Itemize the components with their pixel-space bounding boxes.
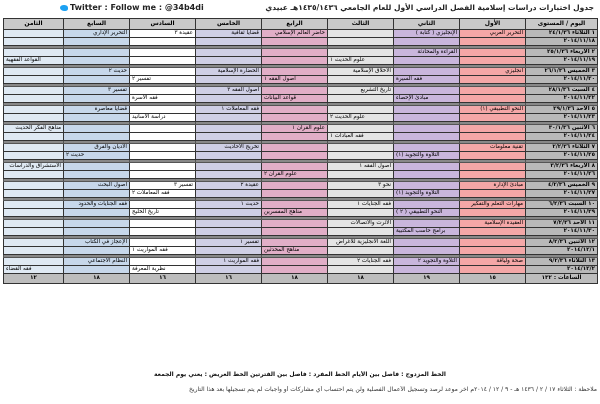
day-cell: ٢٠١٤/١١/٢٠ bbox=[526, 76, 598, 84]
course-cell: تخريج الأحاديث bbox=[196, 144, 262, 152]
course-cell: حديث ٢ bbox=[64, 152, 130, 160]
course-cell bbox=[64, 163, 130, 171]
course-cell: الأديان والفرق bbox=[64, 144, 130, 152]
day-cell: ٢٠١٤/١١/٢٧ bbox=[526, 190, 598, 198]
header-row bbox=[4, 19, 598, 30]
course-cell bbox=[394, 68, 460, 76]
header-level-5: الخامس bbox=[196, 19, 262, 30]
course-cell bbox=[262, 106, 328, 114]
course-cell: فقه العبادات ١ bbox=[328, 133, 394, 141]
course-cell bbox=[328, 152, 394, 160]
course-cell bbox=[64, 125, 130, 133]
course-cell: نحو ٣ bbox=[328, 182, 394, 190]
course-cell bbox=[328, 209, 394, 217]
course-cell: التحرير العربي bbox=[460, 30, 526, 38]
course-cell: حاضر العالم الإسلامي bbox=[262, 30, 328, 38]
course-cell bbox=[196, 171, 262, 179]
course-cell: فقه الأسرة bbox=[130, 95, 196, 103]
course-cell: عقيدة ٢ bbox=[196, 182, 262, 190]
course-cell bbox=[460, 239, 526, 247]
course-cell bbox=[262, 152, 328, 160]
table-row bbox=[4, 68, 598, 76]
day-cell: ٢٠١٤/١١/١٩ bbox=[526, 57, 598, 65]
course-cell: تفسير ٣ bbox=[64, 87, 130, 95]
course-cell bbox=[460, 171, 526, 179]
course-cell bbox=[130, 57, 196, 65]
course-cell bbox=[262, 163, 328, 171]
course-cell bbox=[130, 133, 196, 141]
course-cell: القواعد الفقهية bbox=[4, 57, 64, 65]
course-cell bbox=[394, 57, 460, 65]
course-cell bbox=[64, 190, 130, 198]
day-cell: ٢٠١٤/١١/٣٠ bbox=[526, 228, 598, 236]
table-row bbox=[4, 220, 598, 228]
course-cell bbox=[196, 190, 262, 198]
course-cell: انجليزي bbox=[460, 68, 526, 76]
course-cell bbox=[328, 125, 394, 133]
day-cell: ١١ الأحد ٧/٢/٣٦ bbox=[526, 220, 598, 228]
course-cell bbox=[196, 95, 262, 103]
day-cell: ٩ الخميس ٤/٢/٣٦ bbox=[526, 182, 598, 190]
course-cell: عقيدة ٣ bbox=[130, 30, 196, 38]
course-cell bbox=[394, 182, 460, 190]
course-cell bbox=[262, 239, 328, 247]
course-cell bbox=[196, 209, 262, 217]
title-bar bbox=[0, 2, 600, 16]
course-cell: فقه المواريث ١ bbox=[130, 247, 196, 255]
twitter-bird-icon bbox=[60, 5, 68, 11]
course-cell bbox=[394, 114, 460, 122]
total-hours-cell: ١٢ bbox=[4, 274, 64, 284]
course-cell: أصول الفقه ٣ bbox=[196, 87, 262, 95]
course-cell bbox=[262, 114, 328, 122]
day-cell: ١ الثلاثاء ٢٤/١/٣٦ bbox=[526, 30, 598, 38]
course-cell bbox=[4, 228, 64, 236]
day-cell: ٢ الأربعاء ٢٥/١/٣٦ bbox=[526, 49, 598, 57]
course-cell bbox=[196, 247, 262, 255]
header-level-7: السابع bbox=[64, 19, 130, 30]
table-row bbox=[4, 144, 598, 152]
total-hours-cell: ١٨ bbox=[328, 274, 394, 284]
course-cell bbox=[64, 247, 130, 255]
twitter-text: Twitter : Follow me : @34b4di bbox=[70, 3, 204, 12]
total-hours-cell: ١٨ bbox=[262, 274, 328, 284]
header-level-6: السادس bbox=[130, 19, 196, 30]
course-cell bbox=[130, 106, 196, 114]
course-cell bbox=[328, 266, 394, 274]
course-cell bbox=[4, 76, 64, 84]
course-cell bbox=[64, 266, 130, 274]
course-cell bbox=[328, 106, 394, 114]
course-cell bbox=[4, 152, 64, 160]
course-cell bbox=[64, 133, 130, 141]
note-text: ملاحظة : الثلاثاء ١٧ / ٢ / ١٤٣٦ هـ - ٩ / ١٢ / ٢٠١٤م آخر موعد لرصد وتسجيل الأعمال الفصلية ولن يتم احتساب أي مشاركات أو واجبات لم يتم تسجيلها بعد هذا التاريخ bbox=[189, 386, 597, 393]
course-cell bbox=[394, 144, 460, 152]
course-cell bbox=[328, 190, 394, 198]
table-row bbox=[4, 247, 598, 255]
course-cell bbox=[196, 163, 262, 171]
table-row bbox=[4, 49, 598, 57]
course-cell bbox=[4, 68, 64, 76]
course-cell bbox=[196, 228, 262, 236]
course-cell bbox=[130, 49, 196, 57]
course-cell: قضايا معاصرة bbox=[64, 106, 130, 114]
totals-label: الساعات : ١٣٢ bbox=[526, 274, 598, 284]
course-cell bbox=[394, 266, 460, 274]
course-cell bbox=[130, 38, 196, 46]
day-cell: ٢٠١٤/١٢/١ bbox=[526, 247, 598, 255]
course-cell: دراسة الأسانيد bbox=[130, 114, 196, 122]
course-cell: تفسير ٢ bbox=[130, 76, 196, 84]
course-cell bbox=[328, 30, 394, 38]
course-cell bbox=[130, 163, 196, 171]
course-cell: علوم القرآن ٢ bbox=[262, 171, 328, 179]
course-cell: تفسير ١ bbox=[196, 239, 262, 247]
course-cell: النظام الاجتماعي bbox=[64, 258, 130, 266]
course-cell: الأخلاق الإسلامية bbox=[328, 68, 394, 76]
course-cell bbox=[262, 190, 328, 198]
course-cell: الآثرت والاتصالات bbox=[328, 220, 394, 228]
course-cell: قواعد البيانات bbox=[262, 95, 328, 103]
course-cell: أصول الفقه ١ bbox=[328, 163, 394, 171]
course-cell: تاريخ التشريع bbox=[328, 87, 394, 95]
course-cell bbox=[130, 125, 196, 133]
course-cell: فقه المواريث ١ bbox=[196, 258, 262, 266]
course-cell bbox=[130, 87, 196, 95]
course-cell bbox=[262, 87, 328, 95]
course-cell bbox=[4, 190, 64, 198]
course-cell: تاريخ الخليج bbox=[130, 209, 196, 217]
course-cell bbox=[4, 171, 64, 179]
table-row bbox=[4, 152, 598, 160]
course-cell bbox=[130, 171, 196, 179]
table-row bbox=[4, 114, 598, 122]
course-cell: التلاوة والتجويد (١) bbox=[394, 190, 460, 198]
day-cell: ١٣ الثلاثاء ٩/٢/٣٦ bbox=[526, 258, 598, 266]
table-row bbox=[4, 57, 598, 65]
day-cell: ٢٠١٤/١١/٢٣ bbox=[526, 114, 598, 122]
total-hours-cell: ١٨ bbox=[64, 274, 130, 284]
header-level-4: الرابع bbox=[262, 19, 328, 30]
course-cell bbox=[460, 163, 526, 171]
day-cell: ١٠ السبت ٦/٢/٣٦ bbox=[526, 201, 598, 209]
course-cell: أصول الفقه ١ bbox=[262, 76, 328, 84]
course-cell bbox=[262, 228, 328, 236]
table-row bbox=[4, 125, 598, 133]
course-cell bbox=[262, 144, 328, 152]
table-row bbox=[4, 228, 598, 236]
course-cell: التلاوة والتجويد ٢ bbox=[394, 258, 460, 266]
course-cell bbox=[64, 209, 130, 217]
course-cell bbox=[460, 76, 526, 84]
course-cell bbox=[460, 209, 526, 217]
course-cell bbox=[4, 38, 64, 46]
table-row bbox=[4, 171, 598, 179]
table-row bbox=[4, 38, 598, 46]
course-cell bbox=[460, 87, 526, 95]
course-cell: النحو التطبيقي ( ٢ ) bbox=[394, 209, 460, 217]
course-cell: التلاوة والتجويد (١) bbox=[394, 152, 460, 160]
course-cell bbox=[328, 247, 394, 255]
course-cell: مبادئ الإدارة bbox=[460, 182, 526, 190]
course-cell: صحة ولياقة bbox=[460, 258, 526, 266]
course-cell: حديث ١ bbox=[196, 201, 262, 209]
course-cell bbox=[460, 38, 526, 46]
course-cell bbox=[262, 182, 328, 190]
course-cell bbox=[130, 258, 196, 266]
course-cell bbox=[262, 49, 328, 57]
course-cell bbox=[394, 163, 460, 171]
course-cell bbox=[4, 247, 64, 255]
course-cell bbox=[394, 171, 460, 179]
course-cell bbox=[4, 95, 64, 103]
table-row bbox=[4, 133, 598, 141]
course-cell bbox=[130, 228, 196, 236]
course-cell: القراءة والمحادثة bbox=[394, 49, 460, 57]
course-cell bbox=[262, 220, 328, 228]
course-cell bbox=[394, 247, 460, 255]
course-cell: العقيدة الإسلامية bbox=[460, 220, 526, 228]
course-cell: مهارات التعلم والتفكير bbox=[460, 201, 526, 209]
course-cell: قضايا ثقافية bbox=[196, 30, 262, 38]
course-cell: التحرير الإداري bbox=[64, 30, 130, 38]
course-cell bbox=[196, 152, 262, 160]
day-cell: ٢٠١٤/١١/٢٩ bbox=[526, 209, 598, 217]
course-cell bbox=[196, 114, 262, 122]
day-cell: ١٢ الاثنين ٨/٢/٣٦ bbox=[526, 239, 598, 247]
total-hours-cell: ١٦ bbox=[130, 274, 196, 284]
course-cell bbox=[64, 114, 130, 122]
day-cell: ٤ السبت ٢٨/١/٣٦ bbox=[526, 87, 598, 95]
course-cell bbox=[460, 95, 526, 103]
course-cell bbox=[394, 87, 460, 95]
course-cell: فقه السيرة bbox=[394, 76, 460, 84]
course-cell bbox=[394, 201, 460, 209]
course-cell: اللغة الانجليزية للأغراض bbox=[328, 239, 394, 247]
header-level-1: الأول bbox=[460, 19, 526, 30]
course-cell: النحو التطبيقي (١) bbox=[460, 106, 526, 114]
course-cell bbox=[262, 258, 328, 266]
course-cell: الإنجليزي ( كتابة ) bbox=[394, 30, 460, 38]
table-row bbox=[4, 76, 598, 84]
course-cell bbox=[4, 258, 64, 266]
course-cell bbox=[262, 133, 328, 141]
day-cell: ٢٠١٤/١١/٢٢ bbox=[526, 95, 598, 103]
course-cell: حديث ٢ bbox=[64, 68, 130, 76]
course-cell: فقه الجنايات والحدود bbox=[64, 201, 130, 209]
course-cell bbox=[328, 95, 394, 103]
total-hours-cell: ١٦ bbox=[196, 274, 262, 284]
course-cell bbox=[130, 239, 196, 247]
course-cell bbox=[394, 133, 460, 141]
course-cell: فقه الجنايات ٢ bbox=[328, 258, 394, 266]
header-level-8: الثامن bbox=[4, 19, 64, 30]
course-cell: فقه المعاملات ١ bbox=[196, 106, 262, 114]
course-cell bbox=[394, 125, 460, 133]
course-cell: الاستشراق والدراسات bbox=[4, 163, 64, 171]
totals-row bbox=[4, 274, 598, 284]
day-cell: ٨ الأربعاء ٣/٢/٣٦ bbox=[526, 163, 598, 171]
course-cell bbox=[64, 76, 130, 84]
course-cell: الحضارة الإسلامية bbox=[196, 68, 262, 76]
course-cell bbox=[4, 144, 64, 152]
course-cell bbox=[262, 201, 328, 209]
course-cell: مبادئ الإحصاء bbox=[394, 95, 460, 103]
course-cell bbox=[64, 49, 130, 57]
course-cell bbox=[460, 49, 526, 57]
total-hours-cell: ١٥ bbox=[460, 274, 526, 284]
day-cell: ٢٠١٤/١١/٢٥ bbox=[526, 152, 598, 160]
course-cell bbox=[64, 171, 130, 179]
course-cell: تقنية معلومات bbox=[460, 144, 526, 152]
course-cell bbox=[328, 38, 394, 46]
day-cell: ٣ الخميس ٢٦/١/٣٦ bbox=[526, 68, 598, 76]
course-cell bbox=[460, 57, 526, 65]
course-cell bbox=[394, 220, 460, 228]
table-row bbox=[4, 266, 598, 274]
course-cell bbox=[64, 228, 130, 236]
course-cell: فقه القضاء bbox=[4, 266, 64, 274]
course-cell: برامج حاسب المكتبية bbox=[394, 228, 460, 236]
course-cell bbox=[394, 38, 460, 46]
course-cell bbox=[460, 133, 526, 141]
course-cell: علوم الحديث ٢ bbox=[328, 114, 394, 122]
table-row bbox=[4, 239, 598, 247]
course-cell bbox=[328, 49, 394, 57]
course-cell: تفسير ٣ bbox=[130, 182, 196, 190]
header-level-3: الثالث bbox=[328, 19, 394, 30]
day-cell: ٢٠١٤/١٢/٢ bbox=[526, 266, 598, 274]
day-cell: ٥ الأحد ٢٩/١/٣٦ bbox=[526, 106, 598, 114]
course-cell bbox=[262, 57, 328, 65]
course-cell bbox=[328, 144, 394, 152]
table-row bbox=[4, 163, 598, 171]
course-cell bbox=[4, 30, 64, 38]
course-cell bbox=[64, 220, 130, 228]
course-cell bbox=[4, 239, 64, 247]
course-cell bbox=[328, 76, 394, 84]
course-cell: أصول البحث bbox=[64, 182, 130, 190]
table-row bbox=[4, 106, 598, 114]
course-cell bbox=[130, 220, 196, 228]
course-cell bbox=[130, 144, 196, 152]
day-cell: ٢٠١٤/١١/١٨ bbox=[526, 38, 598, 46]
course-cell bbox=[196, 133, 262, 141]
course-cell bbox=[394, 106, 460, 114]
course-cell bbox=[460, 190, 526, 198]
twitter-handle bbox=[60, 3, 204, 12]
course-cell bbox=[4, 182, 64, 190]
course-cell: فقه الجنايات ١ bbox=[328, 201, 394, 209]
course-cell bbox=[4, 87, 64, 95]
course-cell bbox=[262, 266, 328, 274]
course-cell bbox=[4, 209, 64, 217]
table-row bbox=[4, 30, 598, 38]
course-cell bbox=[460, 114, 526, 122]
course-cell bbox=[196, 49, 262, 57]
course-cell: علوم القرآن ١ bbox=[262, 125, 328, 133]
course-cell bbox=[4, 220, 64, 228]
course-cell bbox=[196, 266, 262, 274]
course-cell bbox=[196, 76, 262, 84]
course-cell bbox=[64, 57, 130, 65]
course-cell: فقه المعاملات ٢ bbox=[130, 190, 196, 198]
course-cell: نظرية المعرفة bbox=[130, 266, 196, 274]
course-cell bbox=[130, 68, 196, 76]
table-row bbox=[4, 190, 598, 198]
course-cell bbox=[4, 133, 64, 141]
header-level-2: الثاني bbox=[394, 19, 460, 30]
legend-text: الخط المزدوج : فاصل بين الأيام الخط المفرد : فاصل بين الفترتين الخط العريض : يعني يوم الجمعة bbox=[154, 371, 446, 378]
course-cell bbox=[328, 228, 394, 236]
course-cell: مناهج المفسرين bbox=[262, 209, 328, 217]
course-cell bbox=[460, 125, 526, 133]
day-cell: ٢٠١٤/١١/٢٤ bbox=[526, 133, 598, 141]
course-cell: علوم الحديث ١ bbox=[328, 57, 394, 65]
course-cell bbox=[460, 152, 526, 160]
day-cell: ٦ الاثنين ٣٠/١/٣٦ bbox=[526, 125, 598, 133]
course-cell bbox=[460, 228, 526, 236]
course-cell bbox=[196, 38, 262, 46]
course-cell bbox=[196, 125, 262, 133]
course-cell bbox=[64, 38, 130, 46]
table-row bbox=[4, 209, 598, 217]
course-cell bbox=[328, 171, 394, 179]
table-row bbox=[4, 201, 598, 209]
course-cell bbox=[460, 247, 526, 255]
course-cell bbox=[64, 95, 130, 103]
course-cell: مناهج المحدثين bbox=[262, 247, 328, 255]
day-cell: ٢٠١٤/١١/٢٦ bbox=[526, 171, 598, 179]
course-cell bbox=[130, 152, 196, 160]
course-cell bbox=[4, 106, 64, 114]
course-cell bbox=[460, 266, 526, 274]
total-hours-cell: ١٩ bbox=[394, 274, 460, 284]
course-cell bbox=[196, 57, 262, 65]
course-cell bbox=[262, 38, 328, 46]
course-cell bbox=[4, 201, 64, 209]
exam-schedule-table bbox=[3, 18, 598, 284]
course-cell bbox=[4, 49, 64, 57]
course-cell bbox=[262, 68, 328, 76]
table-row bbox=[4, 258, 598, 266]
page-title: جدول اختبارات دراسات إسلامية الفصل الدراسي الأول للعام الجامعي ١٤٣٥/١٤٣٦هـ عبيدي bbox=[265, 3, 594, 12]
table-row bbox=[4, 182, 598, 190]
table-row bbox=[4, 87, 598, 95]
header-day: اليوم / المستوى bbox=[526, 19, 598, 30]
table-row bbox=[4, 95, 598, 103]
course-cell bbox=[4, 114, 64, 122]
schedule-body bbox=[4, 30, 598, 284]
day-cell: ٧ الثلاثاء ٢/٢/٣٦ bbox=[526, 144, 598, 152]
course-cell: مناهج الفكر الحديث bbox=[4, 125, 64, 133]
course-cell bbox=[394, 239, 460, 247]
course-cell bbox=[130, 201, 196, 209]
course-cell bbox=[196, 220, 262, 228]
course-cell: الإعجاز في الكتاب bbox=[64, 239, 130, 247]
